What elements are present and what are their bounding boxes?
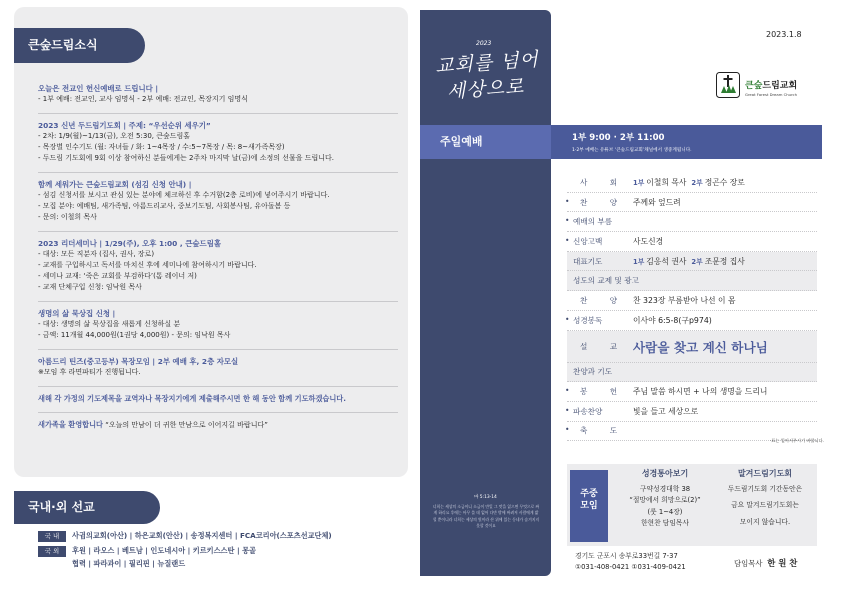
prayer-meeting-line: 모이지 않습니다. (739, 517, 791, 526)
order-row (567, 232, 817, 252)
order-value (633, 256, 817, 267)
church-name (745, 78, 797, 91)
order-row (567, 173, 817, 193)
news-item-line: - 목장별 인수기도 (월: 자녀들 / 화: 1~4목장 / 수:5~7목장 / 목: 8~새가족목장) (38, 143, 285, 151)
prayer-request-text: 새해 각 가정의 기도제목을 교역자나 목장지기에게 제출해주시면 한 해 동안 함께 기도하겠습니다. (38, 394, 346, 403)
order-value: 이사야 6:5-8(구p974) (633, 315, 712, 325)
bible-study-title: 성경통아보기 (641, 469, 689, 478)
service-note: 1·2부 예배는 유튜브 ‘큰숲드림교회’채널에서 생중계됩니다. (572, 148, 692, 153)
church-name-en: Great Forest Dream Church (745, 92, 798, 97)
cover-verse-text: 너희는 세상의 소금이니 소금이 만일 그 맛을 잃으면 무엇으로 짜게 하리요 후에는 아무 쓸 데 없어 다만 밖에 버려져 사람에게 밟힐 뿐이니라 너희는 세상의 빛이라 산 위에 있는 동네가 숨겨지지 못할 것이요 (432, 504, 540, 529)
news-body (38, 83, 398, 439)
news-item-title: 2023 리더세미나 | 1/29(주), 오후 1:00 , 큰숲드림홀 (38, 239, 221, 248)
mission-domestic-text: 사귐의교회(아산) | 하은교회(안산) | 송정복지센터 | FCA코리아(스포츠선교단체) (72, 531, 332, 540)
order-label: 사 회 (580, 177, 628, 187)
order-value: 주님 말씀 하시면 + 나의 생명을 드리니 (633, 387, 768, 397)
news-item-line: - 대상: 모든 직분자 (집사, 권사, 장로) (38, 250, 155, 258)
mission-overseas-row (38, 545, 256, 557)
weekly-tag-line1: 주중 (580, 489, 598, 499)
order-label: 설 교 (580, 341, 628, 351)
cover-year: 2023 (476, 40, 492, 47)
order-row (567, 252, 817, 272)
order-value: 사도신경 (633, 236, 664, 246)
order-row (567, 402, 817, 422)
bible-study-column (615, 468, 715, 530)
pastor-name: 한 원 찬 (767, 558, 798, 568)
bible-study-line: (룻 1~4장) (647, 507, 683, 516)
church-name-b: 드림교회 (762, 81, 798, 91)
stand-note: ·표는 일어서주시기 바랍니다. (770, 438, 824, 443)
mission-overseas-tag: 국 외 (38, 546, 66, 557)
cover-title-line2: 세상으로 (446, 75, 526, 103)
news-item (38, 113, 398, 164)
prayer-meeting-column (716, 468, 814, 528)
news-item-line: - 모집 분야: 예배팀, 새가족팀, 아름드리교사, 중보기도팀, 사회봉사팀, 유아돌봄 등 (38, 202, 291, 210)
senior-pastor (734, 557, 797, 569)
news-header: 큰숲드림소식 (14, 28, 145, 63)
cover-verse-ref: 마 5:13-14 (474, 495, 497, 500)
mission-header: 국내·외 선교 (14, 491, 160, 524)
service-label: 주일예배 (420, 125, 551, 159)
order-value: 찬 323장 부름받아 나선 이 몸 (633, 295, 736, 305)
order-label: • 봉 헌 (567, 386, 633, 397)
service-time: 1부 9:00 · 2부 11:00 (572, 133, 665, 143)
cover-title-line1: 교회를 넘어 (434, 48, 540, 78)
order-row (567, 291, 817, 311)
worship-order (567, 173, 817, 441)
news-item-line: - 금액: 11개월 44,000원(1권당 4,000원) - 문의: 임낙원 목사 (38, 331, 231, 339)
news-item-title: 아름드리 틴즈(중고등부) 목장모임 | 2부 예배 후, 2층 자모실 (38, 357, 239, 366)
weekly-tag-line2: 모임 (580, 501, 598, 511)
prayer-meeting-line: 금요 말겨드림기도회는 (731, 501, 799, 509)
order-row (567, 331, 817, 363)
mission-overseas-text: 후원 | 라오스 | 베트남 | 인도네시아 | 키르키스스탄 | 몽골 (72, 546, 256, 555)
order-value (633, 177, 817, 188)
bulletin-date: 2023.1.8 (766, 30, 802, 39)
news-item-line: - 1부 예배: 전교인, 교사 임명식 - 2부 예배: 전교인, 목장지기 임명식 (38, 95, 248, 103)
news-item (38, 172, 398, 223)
order-name: 정곤수 장로 (704, 177, 745, 187)
news-item-title: 2023 신년 두드림기도회 | 주제: “우선순위 세우기” (38, 121, 211, 130)
prayer-request-notice (38, 386, 398, 404)
news-item-line: ※모임 후 라면파티가 진행됩니다. (38, 368, 141, 376)
order-badge: 1부 (633, 178, 645, 187)
news-item-line: - 문의: 이철희 목사 (38, 213, 97, 221)
order-row (567, 193, 817, 213)
order-label: 대표기도 (573, 256, 603, 266)
welcome-text: “오늘의 만남이 더 귀한 만남으로 이어지길 바랍니다” (105, 421, 268, 429)
order-badge: 1부 (633, 257, 645, 266)
news-item-title: 오늘은 전교인 헌신예배로 드립니다 | (38, 84, 159, 93)
welcome-title: 새가족을 환영합니다 (38, 420, 103, 429)
news-item (38, 83, 398, 105)
prayer-meeting-line: 두드림기도회 기간동안은 (727, 484, 803, 493)
news-item-line: - 섬김 신청서를 보시고 관심 있는 분야에 체크하신 후 수거함(2층 로비)에 넣어주시기 바랍니다. (38, 191, 330, 199)
news-item (38, 349, 398, 378)
news-item-line: - 2차: 1/9(월)~1/13(금), 오전 5:30, 큰숲드림홀 (38, 132, 191, 140)
phone-line: ①031-408-0421 ①031-409-0421 (575, 563, 686, 571)
order-label: • 찬 양 (567, 197, 633, 208)
order-row (567, 382, 817, 402)
order-row (567, 212, 817, 232)
news-item (38, 301, 398, 341)
order-row (567, 311, 817, 331)
news-item-line: - 교재를 구입하시고 독서를 마치신 후에 세미나에 참여하시기 바랍니다. (38, 261, 257, 269)
news-item (38, 231, 398, 293)
order-label: • 파송찬양 (567, 406, 633, 417)
order-badge: 2부 (691, 178, 703, 187)
mission-domestic-row (38, 530, 332, 542)
order-label: • 신앙고백 (567, 236, 633, 247)
church-name-a: 큰숲 (745, 81, 763, 91)
order-label: • 예배의 부름 (567, 216, 633, 227)
bible-study-line: “절망에서 희망으로(2)” (629, 496, 701, 504)
prayer-meeting-title: 말겨드림기도회 (737, 469, 793, 478)
mission-domestic-tag: 국 내 (38, 531, 66, 542)
pastor-label: 담임목사 (734, 559, 763, 568)
church-logo-icon (716, 72, 740, 98)
news-item-line: - 세미나 교재: ‘죽은 교회를 부검하다’(톰 레이너 저) (38, 272, 197, 280)
order-label: 찬양과 기도 (573, 367, 613, 377)
news-item-title: 함께 세워가는 큰숲드림교회 (섬김 신청 안내) | (38, 180, 192, 189)
news-item-line: - 교재 단체구입 신청: 임낙원 목사 (38, 283, 142, 291)
order-value: 빛을 들고 세상으로 (633, 406, 699, 416)
order-name: 이철희 목사 (646, 177, 687, 187)
mission-partner-text: 협력 | 파라과이 | 필리핀 | 뉴질랜드 (72, 559, 186, 568)
order-label: 찬 양 (580, 295, 628, 305)
news-item-title: 생명의 삶 묵상집 신청 | (38, 309, 116, 318)
order-row (567, 271, 817, 291)
order-name: 김응석 권사 (646, 256, 687, 266)
welcome-notice (38, 412, 398, 431)
order-label: • 축 도 (567, 425, 633, 436)
bible-study-line: 구약성경대학 38 (639, 484, 691, 493)
bible-study-line: 한현찬 담임목사 (640, 519, 690, 527)
cover-title (434, 46, 541, 105)
church-address (575, 551, 686, 573)
order-row (567, 363, 817, 383)
weekly-meetings-tag (570, 470, 608, 542)
news-item-line: - 대상: 생명의 삶 묵상집을 새롭게 신청하실 분 (38, 320, 181, 328)
address-line: 경기도 군포시 송부로33번길 7-37 (575, 552, 678, 560)
mission-partner-row (72, 558, 185, 570)
order-value: 주께와 엎드려 (633, 197, 681, 207)
order-badge: 2부 (691, 257, 703, 266)
sermon-title: 사람을 찾고 계신 하나님 (633, 339, 768, 355)
order-name: 조문정 집사 (704, 256, 745, 266)
order-label: 성도의 교제 및 광고 (573, 276, 639, 286)
order-label: • 성경봉독 (567, 315, 633, 326)
news-item-line: - 두드림 기도회에 9회 이상 참여하신 분들에게는 2주차 마지막 날(금)에 소정의 선물을 드립니다. (38, 154, 335, 162)
